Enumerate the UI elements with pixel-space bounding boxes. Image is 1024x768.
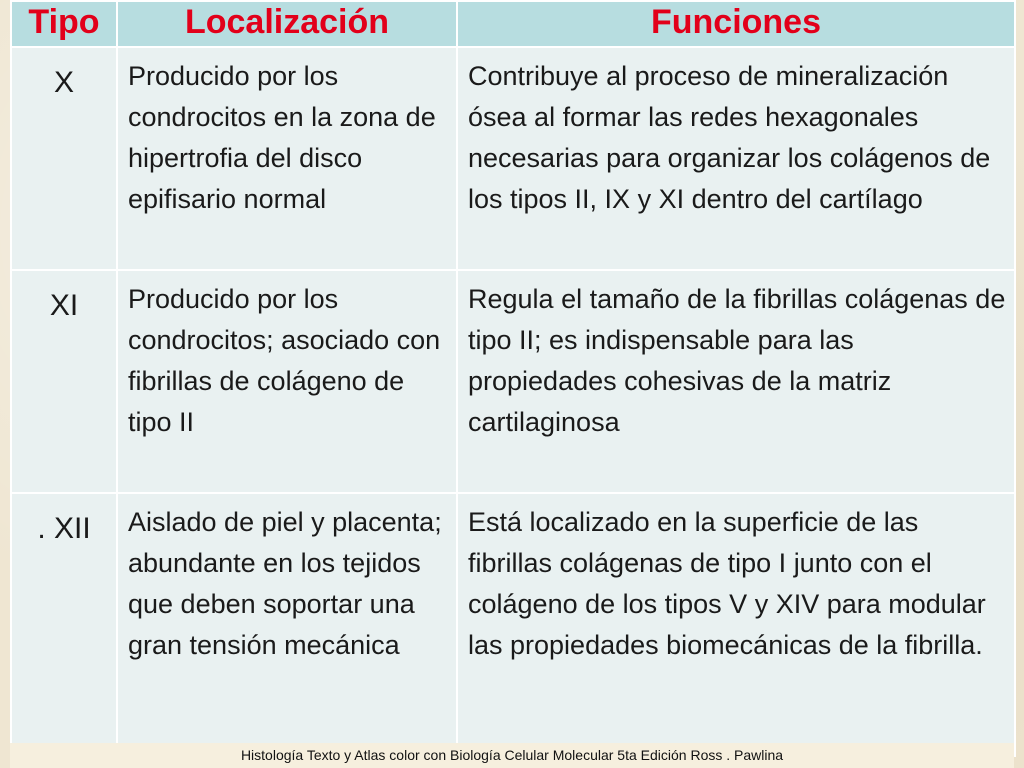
cell-localizacion: Aislado de piel y placenta; abundante en los tejidos que deben soportar una gran tensión mecánica (117, 493, 457, 756)
cell-funciones: Regula el tamaño de la fibrillas colágenas de tipo II; es indispensable para las propiedades cohesivas de la matriz cartilaginosa (457, 270, 1015, 493)
cell-tipo: X (11, 47, 117, 270)
table-row (11, 493, 1015, 756)
table-row (11, 270, 1015, 493)
header-funciones: Funciones (457, 1, 1015, 47)
cell-tipo: XI (11, 270, 117, 493)
cell-funciones: Está localizado en la superficie de las fibrillas colágenas de tipo I junto con el colágeno de los tipos V y XIV para modular las propiedades biomecánicas de la fibrilla. (457, 493, 1015, 756)
collagen-table (10, 0, 1016, 757)
header-tipo: Tipo (11, 1, 117, 47)
cell-localizacion: Producido por los condrocitos; asociado con fibrillas de colágeno de tipo II (117, 270, 457, 493)
citation-footer: Histología Texto y Atlas color con Biología Celular Molecular 5ta Edición Ross . Pawlina (10, 743, 1014, 768)
cell-tipo: . XII (11, 493, 117, 756)
table-header-row (11, 1, 1015, 47)
header-localizacion: Localización (117, 1, 457, 47)
table-row (11, 47, 1015, 270)
cell-funciones: Contribuye al proceso de mineralización ósea al formar las redes hexagonales necesarias para organizar los colágenos de los tipos II, IX y XI dentro del cartílago (457, 47, 1015, 270)
cell-localizacion: Producido por los condrocitos en la zona de hipertrofia del disco epifisario normal (117, 47, 457, 270)
